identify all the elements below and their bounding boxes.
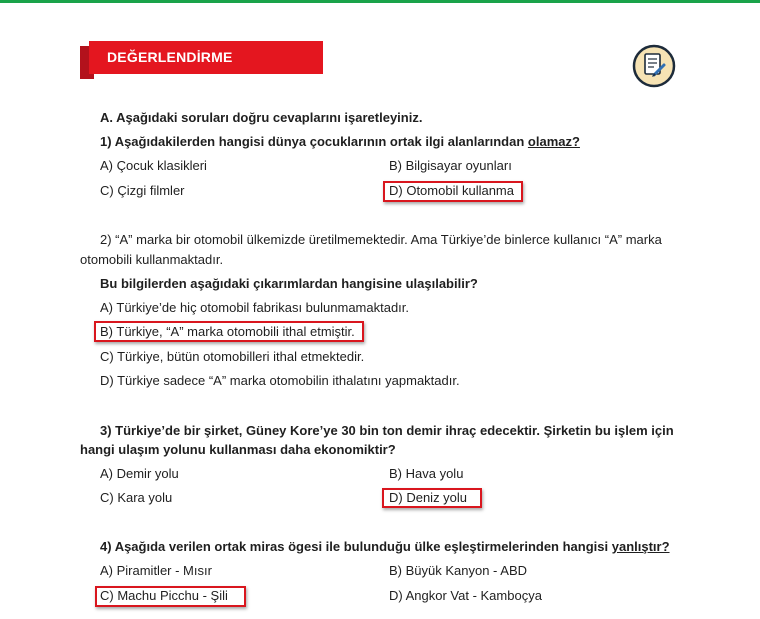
- q1-option-d[interactable]: D) Otomobil kullanma: [389, 183, 514, 198]
- q4-option-b[interactable]: B) Büyük Kanyon - ABD: [389, 563, 528, 578]
- question-3-line-2: hangi ulaşım yolunu kullanması daha ekonomiktir?: [80, 442, 396, 457]
- q4-option-d[interactable]: D) Angkor Vat - Kamboçya: [389, 588, 542, 603]
- q2-option-d[interactable]: D) Türkiye sadece “A” marka otomobilin ithalatını yapmaktadır.: [100, 373, 460, 388]
- q2-answer-highlight: [94, 321, 364, 342]
- q2-option-a[interactable]: A) Türkiye’de hiç otomobil fabrikası bulunmamaktadır.: [100, 300, 410, 315]
- q1-option-a[interactable]: A) Çocuk klasikleri: [100, 158, 207, 173]
- question-1-emphasis: olamaz?: [527, 134, 580, 149]
- q4-option-c[interactable]: C) Machu Picchu - Şili: [100, 588, 228, 603]
- section-heading: A. Aşağıdaki soruları doğru cevaplarını işaretleyiniz.: [100, 110, 423, 125]
- q4-answer-highlight: [95, 586, 246, 607]
- q4-option-a[interactable]: A) Piramitler - Mısır: [100, 563, 212, 578]
- question-1-text: 1) Aşağıdakilerden hangisi dünya çocuklarının ortak ilgi alanlarından: [100, 134, 528, 149]
- q1-answer-highlight: [383, 181, 523, 202]
- question-2-line-1: 2) “A” marka bir otomobil ülkemizde üretilmemektedir. Ama Türkiye’de binlerce kullanıcı “A” marka: [100, 232, 662, 247]
- question-4-text: 4) Aşağıda verilen ortak miras ögesi ile bulunduğu ülke eşleştirmelerinden hangisi: [100, 539, 612, 554]
- question-4: [100, 538, 670, 556]
- q3-option-c[interactable]: C) Kara yolu: [100, 490, 173, 505]
- q3-option-a[interactable]: A) Demir yolu: [100, 466, 179, 481]
- q2-option-c[interactable]: C) Türkiye, bütün otomobilleri ithal etmektedir.: [100, 349, 365, 364]
- q1-option-c[interactable]: C) Çizgi filmler: [100, 183, 185, 198]
- evaluation-document-icon: [632, 44, 676, 88]
- section-banner: DEĞERLENDİRME: [89, 41, 323, 74]
- question-1: [100, 133, 580, 151]
- q3-option-b[interactable]: B) Hava yolu: [389, 466, 464, 481]
- q3-option-d[interactable]: D) Deniz yolu: [389, 490, 468, 505]
- top-accent-line: [0, 0, 760, 3]
- q3-answer-highlight: [382, 488, 482, 508]
- question-2-prompt: Bu bilgilerden aşağıdaki çıkarımlardan hangisine ulaşılabilir?: [100, 276, 478, 291]
- q1-option-b[interactable]: B) Bilgisayar oyunları: [389, 158, 512, 173]
- question-3-line-1: 3) Türkiye’de bir şirket, Güney Kore’ye 30 bin ton demir ihraç edecektir. Şirketin bu işlem için: [100, 423, 674, 438]
- question-2-line-2: otomobili kullanmaktadır.: [80, 252, 224, 267]
- question-4-emphasis: yanlıştır?: [611, 539, 670, 554]
- q2-option-b[interactable]: B) Türkiye, “A” marka otomobili ithal etmiştir.: [100, 324, 355, 339]
